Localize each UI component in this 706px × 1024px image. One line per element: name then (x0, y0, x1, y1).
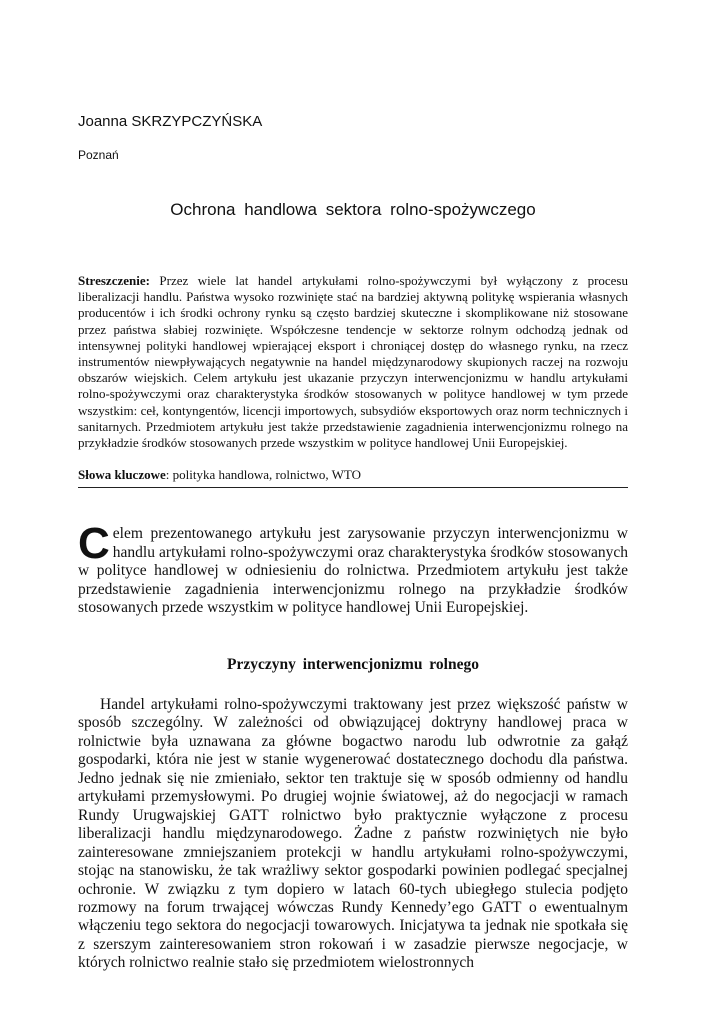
divider (78, 487, 628, 488)
abstract (78, 273, 628, 451)
abstract-label: Streszczenie: (78, 273, 150, 288)
keywords-label: Słowa kluczowe (78, 467, 166, 482)
author-city: Poznań (78, 148, 119, 162)
abstract-text: Przez wiele lat handel artykułami rolno-spożywczymi był wyłączony z procesu liberalizacji handlu. Państwa wysoko rozwinięte stać na bardziej aktywną politykę wspierania własnych producentów i ich środki ochrony rynku są często bardziej skuteczne i skomplikowane niż stosowane przez państwa słabiej rozwinięte. Współczesne tendencje w sektorze rolnym odchodzą jednak od intensywnej polityki handlowej wpierającej eksport i chroniącej dostęp do własnego rynku, na rzecz instrumentów niewpływających negatywnie na handel międzynarodowy skupionych raczej na rozwoju obszarów wiejskich. Celem artykułu jest ukazanie przyczyn interwencjonizmu w handlu artykułami rolno-spożywczymi oraz charakterystyka środków stosowanych w polityce handlowej w tym przede wszystkim: ceł, kontyngentów, licencji importowych, subsydiów eksportowych oraz norm technicznych i sanitarnych. Przedmiotem artykułu jest także przedstawienie zagadnienia interwencjonizmu rolnego na przykładzie środków stosowanych przede wszystkim w polityce handlowej Unii Europejskiej. (78, 273, 628, 451)
intro-paragraph (78, 519, 628, 618)
drop-cap: C (78, 519, 110, 568)
intro-text: elem prezentowanego artykułu jest zarysowanie przyczyn interwencjonizmu w handlu artykułami rolno-spożywczymi oraz charakterystyka środków stosowanych w polityce handlowej w odniesieniu do rolnictwa. Przedmiotem artykułu jest także przedstawienie zagadnienia interwencjonizmu rolnego na przykładzie środków stosowanych przede wszystkim w polityce handlowej Unii Europejskiej. (78, 525, 628, 616)
section-heading: Przyczyny interwencjonizmu rolnego (227, 656, 479, 673)
keywords-text: : polityka handlowa, rolnictwo, WTO (165, 467, 361, 482)
body-paragraph: Handel artykułami rolno-spożywczymi traktowany jest przez większość państw w sposób szczególny. W zależności od obwiązującej doktryny handlowej praca w rolnictwie była uznawana za główne bogactwo narodu lub odwrotnie za gałąź gospodarki, która nie jest w stanie wygenerować dostatecznego dochodu dla państwa. Jedno jednak się nie zmieniało, sektor ten traktuje się w sposób odmienny od handlu artykułami przemysłowymi. Po drugiej wojnie światowej, aż do negocjacji w ramach Rundy Urugwajskiej GATT rolnictwo było praktycznie wyłączone z procesu liberalizacji handlu międzynarodowego. Żadne z państw rozwiniętych nie było zainteresowane zmniejszaniem protekcji w handlu artykułami rolno-spożywczymi, stojąc na stanowisku, że tak wrażliwy sektor gospodarki powinien podlegać specjalnej ochronie. W związku z tym dopiero w latach 60-tych ubiegłego stulecia podjęto rozmowy na forum trwającej wówczas Rundy Kennedy’ego GATT o ewentualnym włączeniu tego sektora do negocjacji towarowych. Inicjatywa ta jednak nie spotkała się z szerszym zainteresowaniem stron rokowań i w zasadzie pierwsze negocjacje, w których rolnictwo realnie stało się przedmiotem wielostronnych (78, 696, 628, 972)
author-name: Joanna SKRZYPCZYŃSKA (78, 113, 263, 130)
keywords (78, 467, 628, 483)
article-title: Ochrona handlowa sektora rolno-spożywczego (170, 200, 536, 219)
